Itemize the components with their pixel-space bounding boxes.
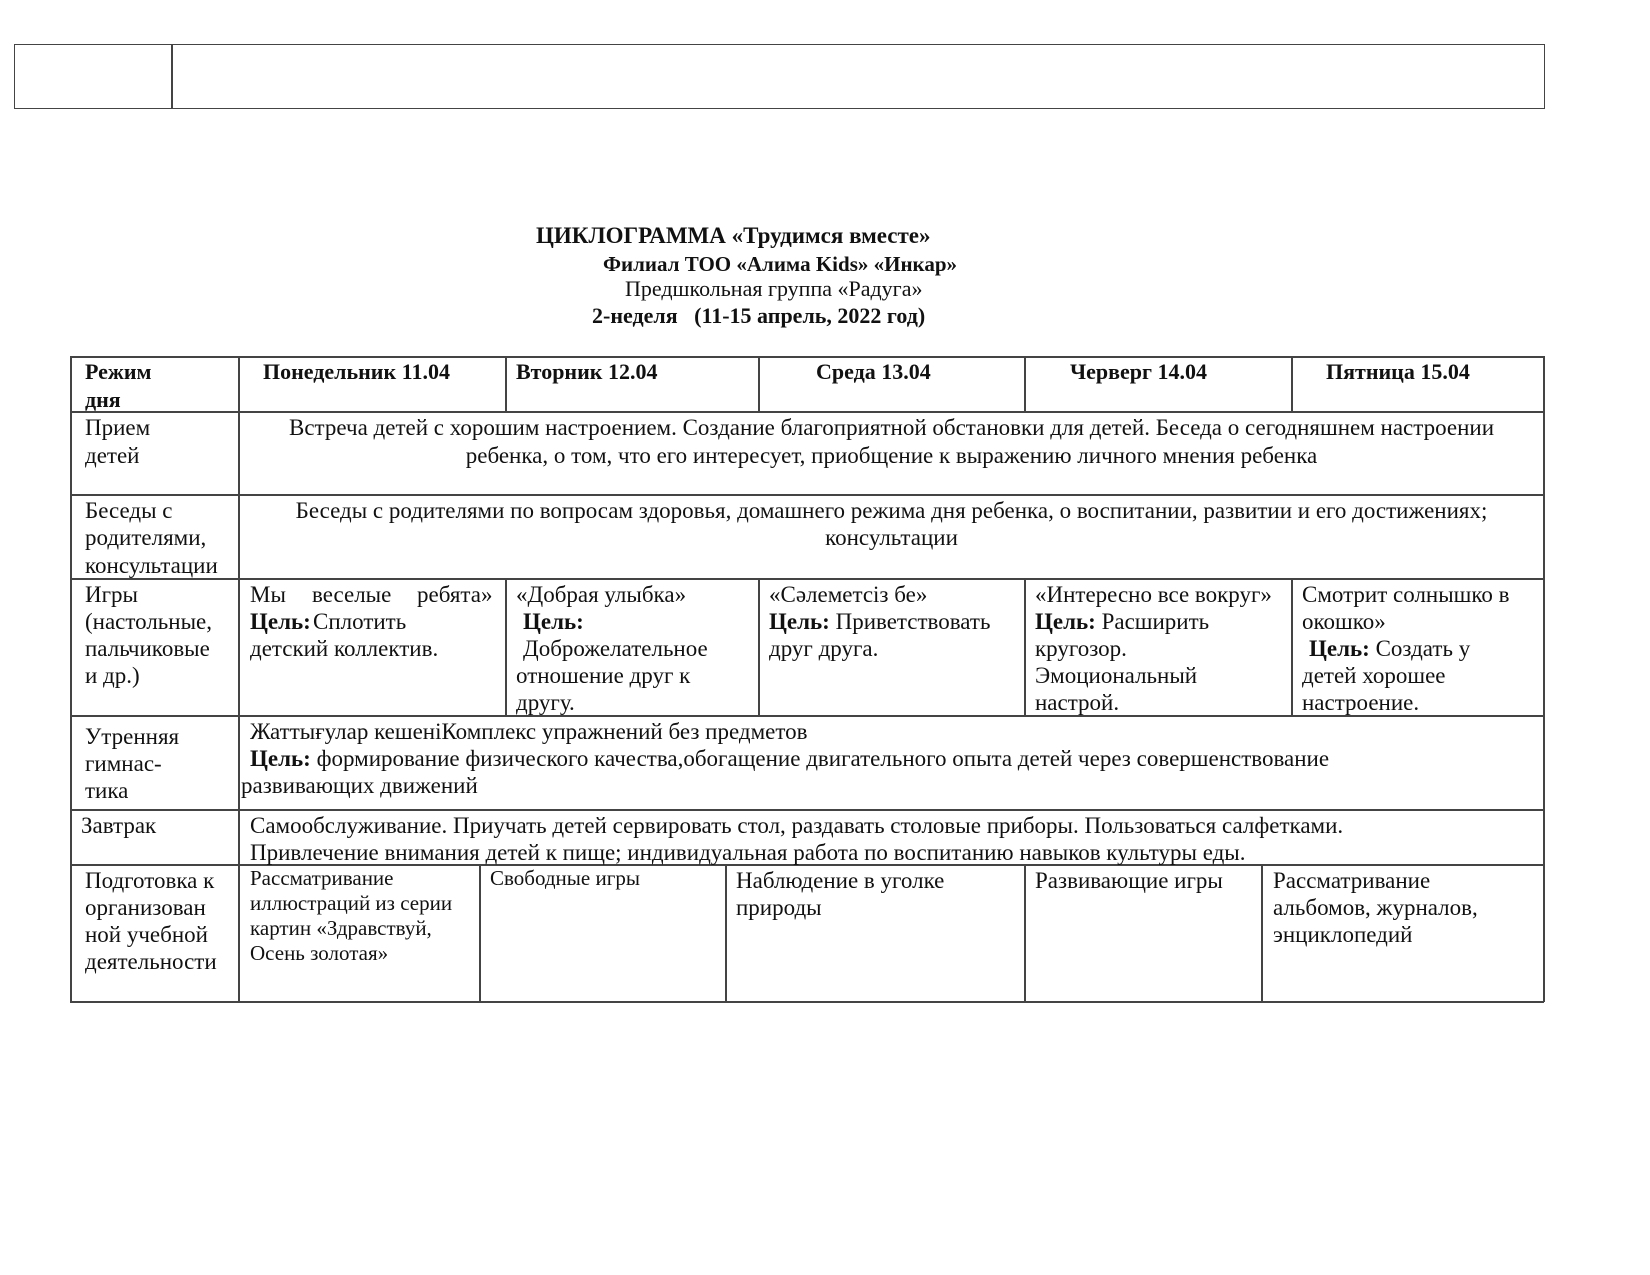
col-line — [1024, 356, 1026, 412]
col-header-monday: Понедельник 11.04 — [263, 359, 450, 384]
col-header-tuesday: Вторник 12.04 — [516, 359, 658, 384]
document-title: ЦИКЛОГРАММА «Трудимся вместе» — [536, 223, 931, 248]
branch-name: Филиал ТОО «Алима Kids» «Инкар» — [603, 252, 958, 276]
col-header-wednesday: Среда 13.04 — [816, 359, 931, 384]
table-border-bottom — [70, 1001, 1544, 1003]
col-line — [725, 864, 727, 1002]
col-header-regime-2: дня — [85, 387, 121, 412]
col-line — [1291, 356, 1293, 412]
table-border-right — [1543, 356, 1545, 1002]
col-line — [758, 356, 760, 412]
col-header-regime: Режим — [85, 359, 152, 384]
col-line — [505, 356, 507, 412]
prep-tuesday: Свободные игры — [490, 866, 640, 890]
group-name: Предшкольная группа «Радуга» — [625, 276, 923, 301]
week-label: 2-неделя (11-15 апрель, 2022 год) — [592, 303, 926, 328]
table-border-left — [70, 356, 72, 1002]
col-line — [1261, 864, 1263, 1002]
col-line — [1024, 578, 1026, 716]
col-header-thursday: Черверг 14.04 — [1070, 359, 1208, 384]
col-header-friday: Пятница 15.04 — [1326, 359, 1470, 384]
col-line — [758, 578, 760, 716]
row-label-breakfast: Завтрак — [81, 813, 157, 838]
col-line — [505, 578, 507, 716]
top-header-divider — [171, 44, 173, 108]
top-header-box — [14, 44, 1545, 109]
col-line — [479, 864, 481, 1002]
col-line — [1291, 578, 1293, 716]
col-line — [1024, 864, 1026, 1002]
prep-thursday: Развивающие игры — [1035, 868, 1223, 893]
